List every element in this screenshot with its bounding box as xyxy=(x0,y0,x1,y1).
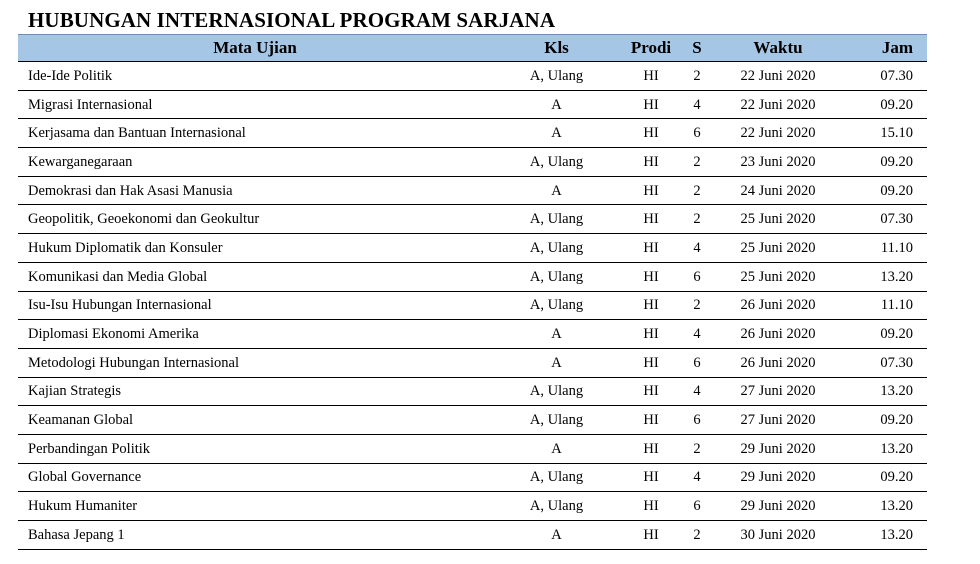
cell-jam: 09.20 xyxy=(843,90,927,119)
cell-kls: A, Ulang xyxy=(492,406,621,435)
cell-waktu: 29 Juni 2020 xyxy=(713,463,843,492)
cell-waktu: 26 Juni 2020 xyxy=(713,291,843,320)
cell-prodi: HI xyxy=(621,205,681,234)
header-row xyxy=(18,35,927,62)
cell-kls: A xyxy=(492,176,621,205)
cell-prodi: HI xyxy=(621,148,681,177)
cell-kls: A, Ulang xyxy=(492,377,621,406)
header-s: S xyxy=(681,35,713,62)
cell-jam: 13.20 xyxy=(843,434,927,463)
table-row xyxy=(18,234,927,263)
cell-s: 4 xyxy=(681,234,713,263)
cell-jam: 09.20 xyxy=(843,320,927,349)
table-row xyxy=(18,406,927,435)
cell-kls: A, Ulang xyxy=(492,148,621,177)
cell-prodi: HI xyxy=(621,90,681,119)
cell-jam: 13.20 xyxy=(843,492,927,521)
cell-mata-ujian: Komunikasi dan Media Global xyxy=(18,262,492,291)
cell-s: 6 xyxy=(681,348,713,377)
cell-jam: 13.20 xyxy=(843,262,927,291)
cell-prodi: HI xyxy=(621,521,681,550)
cell-waktu: 22 Juni 2020 xyxy=(713,62,843,91)
cell-kls: A xyxy=(492,119,621,148)
table-row xyxy=(18,348,927,377)
cell-prodi: HI xyxy=(621,176,681,205)
cell-jam: 07.30 xyxy=(843,205,927,234)
header-prodi: Prodi xyxy=(621,35,681,62)
cell-prodi: HI xyxy=(621,291,681,320)
cell-mata-ujian: Bahasa Jepang 1 xyxy=(18,521,492,550)
cell-prodi: HI xyxy=(621,62,681,91)
cell-mata-ujian: Ide-Ide Politik xyxy=(18,62,492,91)
header-waktu: Waktu xyxy=(713,35,843,62)
cell-prodi: HI xyxy=(621,406,681,435)
table-row xyxy=(18,148,927,177)
cell-s: 2 xyxy=(681,176,713,205)
table-row xyxy=(18,62,927,91)
cell-kls: A, Ulang xyxy=(492,492,621,521)
cell-s: 2 xyxy=(681,62,713,91)
cell-s: 2 xyxy=(681,148,713,177)
cell-s: 4 xyxy=(681,463,713,492)
cell-jam: 15.10 xyxy=(843,119,927,148)
cell-s: 6 xyxy=(681,262,713,291)
cell-s: 2 xyxy=(681,291,713,320)
cell-prodi: HI xyxy=(621,463,681,492)
cell-prodi: HI xyxy=(621,377,681,406)
cell-waktu: 27 Juni 2020 xyxy=(713,377,843,406)
cell-kls: A, Ulang xyxy=(492,262,621,291)
table-body xyxy=(18,62,927,550)
cell-prodi: HI xyxy=(621,320,681,349)
table-row xyxy=(18,176,927,205)
cell-kls: A xyxy=(492,348,621,377)
cell-kls: A, Ulang xyxy=(492,291,621,320)
cell-prodi: HI xyxy=(621,262,681,291)
cell-waktu: 24 Juni 2020 xyxy=(713,176,843,205)
cell-waktu: 25 Juni 2020 xyxy=(713,234,843,263)
table-row xyxy=(18,434,927,463)
cell-jam: 07.30 xyxy=(843,62,927,91)
cell-mata-ujian: Kewarganegaraan xyxy=(18,148,492,177)
cell-kls: A xyxy=(492,90,621,119)
cell-mata-ujian: Global Governance xyxy=(18,463,492,492)
cell-waktu: 26 Juni 2020 xyxy=(713,320,843,349)
cell-mata-ujian: Migrasi Internasional xyxy=(18,90,492,119)
cell-waktu: 25 Juni 2020 xyxy=(713,205,843,234)
cell-mata-ujian: Demokrasi dan Hak Asasi Manusia xyxy=(18,176,492,205)
cell-waktu: 29 Juni 2020 xyxy=(713,492,843,521)
cell-prodi: HI xyxy=(621,492,681,521)
cell-kls: A xyxy=(492,434,621,463)
table-row xyxy=(18,377,927,406)
cell-waktu: 29 Juni 2020 xyxy=(713,434,843,463)
cell-kls: A, Ulang xyxy=(492,62,621,91)
header-mata-ujian: Mata Ujian xyxy=(18,35,492,62)
cell-s: 6 xyxy=(681,119,713,148)
cell-jam: 09.20 xyxy=(843,148,927,177)
cell-jam: 11.10 xyxy=(843,291,927,320)
cell-mata-ujian: Metodologi Hubungan Internasional xyxy=(18,348,492,377)
table-row xyxy=(18,119,927,148)
cell-mata-ujian: Hukum Humaniter xyxy=(18,492,492,521)
cell-jam: 13.20 xyxy=(843,521,927,550)
cell-prodi: HI xyxy=(621,348,681,377)
cell-kls: A, Ulang xyxy=(492,234,621,263)
cell-mata-ujian: Kerjasama dan Bantuan Internasional xyxy=(18,119,492,148)
header-jam: Jam xyxy=(843,35,927,62)
table-header xyxy=(18,35,927,62)
cell-waktu: 22 Juni 2020 xyxy=(713,119,843,148)
cell-waktu: 22 Juni 2020 xyxy=(713,90,843,119)
cell-mata-ujian: Perbandingan Politik xyxy=(18,434,492,463)
cell-waktu: 25 Juni 2020 xyxy=(713,262,843,291)
cell-prodi: HI xyxy=(621,434,681,463)
header-kls: Kls xyxy=(492,35,621,62)
cell-waktu: 30 Juni 2020 xyxy=(713,521,843,550)
cell-s: 6 xyxy=(681,406,713,435)
cell-kls: A, Ulang xyxy=(492,463,621,492)
cell-mata-ujian: Kajian Strategis xyxy=(18,377,492,406)
exam-schedule-table xyxy=(18,34,927,550)
table-row xyxy=(18,90,927,119)
cell-jam: 11.10 xyxy=(843,234,927,263)
table-row xyxy=(18,320,927,349)
cell-s: 2 xyxy=(681,434,713,463)
cell-s: 2 xyxy=(681,205,713,234)
table-row xyxy=(18,463,927,492)
cell-jam: 09.20 xyxy=(843,463,927,492)
table-row xyxy=(18,262,927,291)
cell-jam: 07.30 xyxy=(843,348,927,377)
cell-kls: A xyxy=(492,521,621,550)
cell-waktu: 27 Juni 2020 xyxy=(713,406,843,435)
cell-prodi: HI xyxy=(621,119,681,148)
table-row xyxy=(18,291,927,320)
cell-mata-ujian: Geopolitik, Geoekonomi dan Geokultur xyxy=(18,205,492,234)
cell-mata-ujian: Hukum Diplomatik dan Konsuler xyxy=(18,234,492,263)
cell-s: 6 xyxy=(681,492,713,521)
table-row xyxy=(18,205,927,234)
cell-jam: 09.20 xyxy=(843,406,927,435)
cell-s: 2 xyxy=(681,521,713,550)
cell-jam: 09.20 xyxy=(843,176,927,205)
cell-s: 4 xyxy=(681,90,713,119)
cell-kls: A xyxy=(492,320,621,349)
cell-waktu: 26 Juni 2020 xyxy=(713,348,843,377)
cell-s: 4 xyxy=(681,377,713,406)
cell-s: 4 xyxy=(681,320,713,349)
cell-mata-ujian: Isu-Isu Hubungan Internasional xyxy=(18,291,492,320)
cell-kls: A, Ulang xyxy=(492,205,621,234)
cell-waktu: 23 Juni 2020 xyxy=(713,148,843,177)
cell-mata-ujian: Keamanan Global xyxy=(18,406,492,435)
cell-prodi: HI xyxy=(621,234,681,263)
table-row xyxy=(18,492,927,521)
table-row xyxy=(18,521,927,550)
cell-jam: 13.20 xyxy=(843,377,927,406)
cell-mata-ujian: Diplomasi Ekonomi Amerika xyxy=(18,320,492,349)
page-title: HUBUNGAN INTERNASIONAL PROGRAM SARJANA xyxy=(28,8,556,32)
